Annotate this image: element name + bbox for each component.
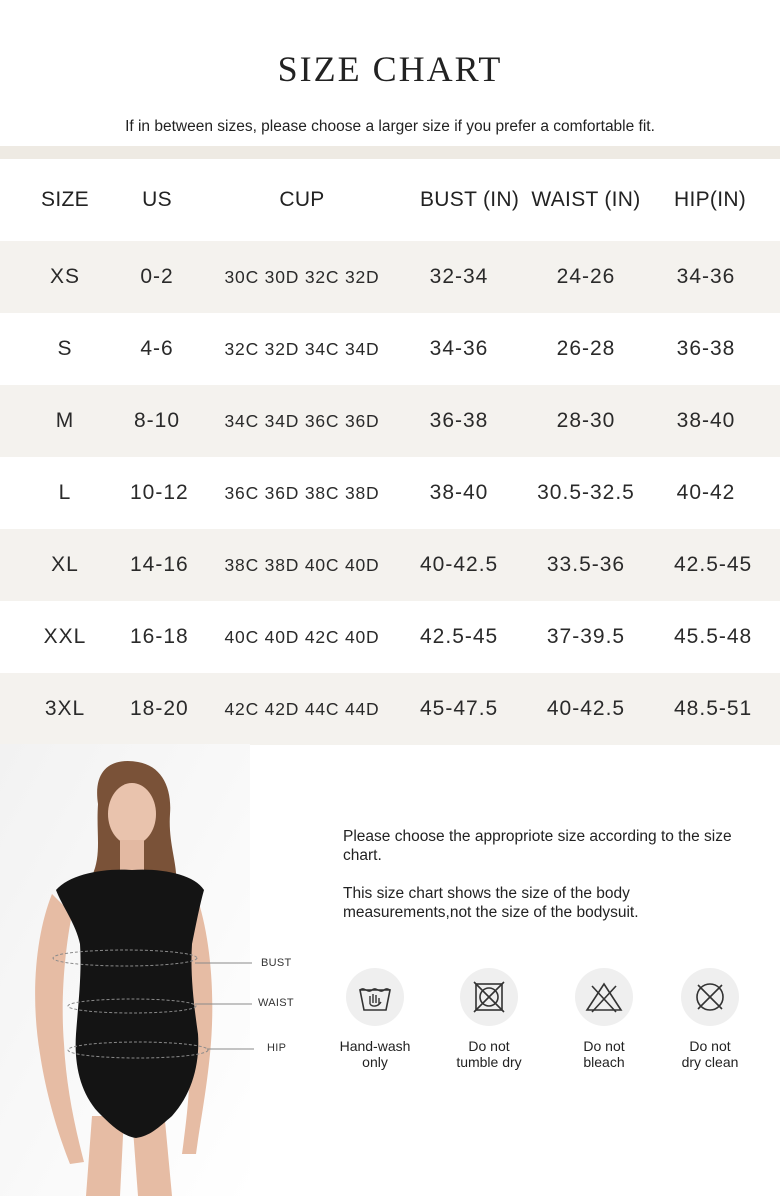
size-cell: M: [55, 409, 75, 432]
cup-cell: 36C 36D 38C 38D: [224, 482, 380, 503]
us-cell: 4-6: [140, 337, 174, 360]
bust-cell: 34-36: [429, 337, 489, 360]
column-header-cup: CUP: [279, 188, 325, 211]
sizing-notes: [343, 827, 743, 941]
column-header-us: US: [142, 188, 172, 211]
us-cell: 16-18: [130, 625, 189, 648]
bust-cell: 42.5-45: [420, 625, 499, 648]
cup-cell: 30C 30D 32C 32D: [224, 266, 380, 287]
column-header-bust: BUST (IN): [420, 188, 520, 211]
table-row: [0, 601, 780, 673]
bust-cell: 45-47.5: [420, 697, 499, 720]
note-choose-size: Please choose the appropriote size according to the size chart.: [343, 828, 732, 864]
size-cell: XS: [49, 265, 80, 288]
waist-cell: 33.5-36: [546, 553, 626, 576]
table-header-row: [0, 159, 780, 241]
table-row: [0, 241, 780, 313]
waist-cell: 26-28: [556, 337, 616, 360]
care-label: Do not bleach: [583, 1038, 625, 1070]
table-row: [0, 385, 780, 457]
size-cell: S: [57, 337, 73, 360]
page-title: SIZE CHART: [277, 49, 503, 89]
us-cell: 10-12: [130, 481, 189, 504]
waist-label: WAIST: [258, 997, 294, 1009]
column-header-hip: HIP(IN): [674, 188, 747, 211]
cup-cell: 38C 38D 40C 40D: [224, 554, 380, 575]
us-cell: 14-16: [130, 553, 189, 576]
size-cell: 3XL: [44, 697, 86, 720]
table-row: [0, 313, 780, 385]
cup-cell: 40C 40D 42C 40D: [224, 626, 380, 647]
hand-wash-icon: [346, 968, 404, 1026]
hip-cell: 40-42: [676, 481, 736, 504]
size-table: [0, 159, 780, 745]
waist-cell: 24-26: [556, 265, 616, 288]
size-cell: XXL: [43, 625, 87, 648]
column-header-size: SIZE: [41, 188, 89, 211]
hip-cell: 45.5-48: [674, 625, 753, 648]
table-row: [0, 529, 780, 601]
hip-cell: 38-40: [676, 409, 736, 432]
note-body-measurements: This size chart shows the size of the body measurements,not the size of the bodysuit.: [343, 885, 639, 921]
cup-cell: 34C 34D 36C 36D: [224, 410, 380, 431]
cup-cell: 32C 32D 34C 34D: [224, 338, 380, 359]
bust-cell: 32-34: [429, 265, 489, 288]
table-row: [0, 673, 780, 745]
table-row: [0, 457, 780, 529]
model-figure: [0, 744, 320, 1196]
care-label: Do not tumble dry: [456, 1038, 522, 1070]
care-item-bleach: [549, 968, 659, 1070]
care-item-hand-wash: [320, 968, 430, 1070]
waist-cell: 30.5-32.5: [537, 481, 635, 504]
do-not-tumble-dry-icon: [460, 968, 518, 1026]
us-cell: 0-2: [140, 265, 174, 288]
do-not-dry-clean-icon: [681, 968, 739, 1026]
care-label: Hand-wash only: [339, 1038, 411, 1070]
us-cell: 8-10: [133, 409, 181, 432]
care-label: Do not dry clean: [681, 1038, 739, 1070]
hip-cell: 48.5-51: [674, 697, 753, 720]
waist-cell: 40-42.5: [546, 697, 626, 720]
bust-cell: 38-40: [429, 481, 489, 504]
size-cell: L: [58, 481, 72, 504]
hip-label: HIP: [267, 1042, 287, 1054]
hip-cell: 42.5-45: [674, 553, 753, 576]
column-header-waist: WAIST (IN): [531, 188, 641, 211]
care-item-dry-clean: [655, 968, 765, 1070]
waist-cell: 37-39.5: [546, 625, 626, 648]
model-illustration: [0, 744, 320, 1196]
do-not-bleach-icon: [575, 968, 633, 1026]
cup-cell: 42C 42D 44C 44D: [224, 698, 380, 719]
size-advice-text: If in between sizes, please choose a larger size if you prefer a comfortable fit.: [125, 118, 655, 135]
size-cell: XL: [51, 553, 79, 576]
bust-label: BUST: [261, 957, 292, 969]
care-item-tumble-dry: [434, 968, 544, 1070]
us-cell: 18-20: [130, 697, 189, 720]
hip-cell: 36-38: [676, 337, 736, 360]
divider-band: [0, 146, 780, 159]
waist-cell: 28-30: [556, 409, 616, 432]
bust-cell: 40-42.5: [420, 553, 499, 576]
bust-cell: 36-38: [429, 409, 489, 432]
hip-cell: 34-36: [676, 265, 736, 288]
